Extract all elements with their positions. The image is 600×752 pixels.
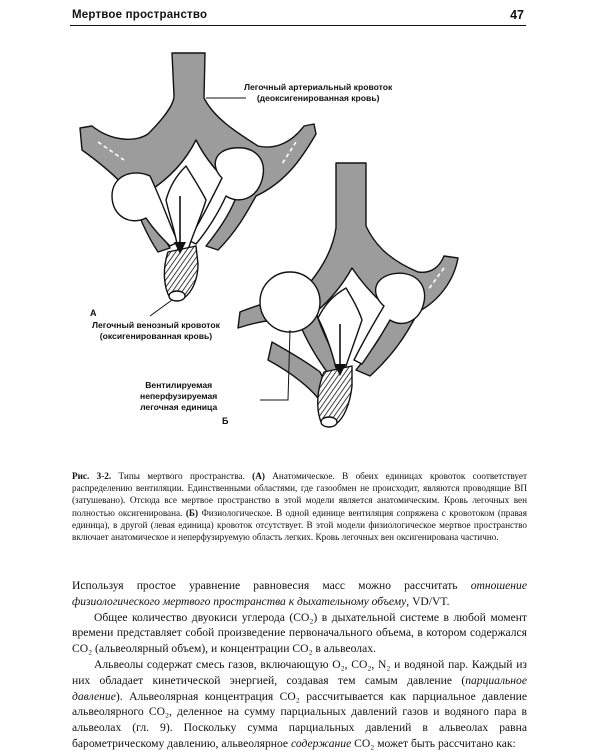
p3-text-c: CO₂ может быть рассчитано как: bbox=[351, 736, 516, 750]
running-title: Мертвое пространство bbox=[72, 9, 208, 21]
p1-italic: отношение физиологического мертвого пространства к дыхательному объему bbox=[72, 579, 527, 608]
panel-b-drawing bbox=[238, 163, 458, 427]
p1-text-a: Используя простое уравнение равновесия масс можно рассчитать bbox=[72, 579, 471, 592]
label-unit-line1: Вентилируемая bbox=[145, 380, 213, 390]
label-unit-line3: легочная единица bbox=[140, 402, 218, 412]
leader-venous bbox=[150, 300, 172, 316]
body-text bbox=[72, 578, 527, 752]
label-arterial-flow bbox=[244, 82, 392, 104]
panel-b-vein-lumen bbox=[321, 417, 337, 427]
figure-caption bbox=[72, 470, 527, 543]
panel-b-nonperfused-alveolus bbox=[260, 272, 320, 332]
panel-b-letter: Б bbox=[222, 416, 229, 426]
caption-a-mark: (А) bbox=[252, 471, 265, 481]
caption-text-3: Физиологическое. В одной единице вентиляция сопряжена с кровотоком (правая единица), в другой (левая единица) кровоток отсутствует. В этой модели физиологическое мертвое пространство включает анатомическое и неперфузируемую область легких. Кровь легочных вен оксигенирована частично. bbox=[72, 507, 527, 543]
label-arterial-line2: (деоксигенированная кровь) bbox=[256, 93, 380, 103]
p3-text-a: Альвеолы содержат смесь газов, включающую O₂, CO₂, N₂ и водяной пар. Каждый из них обладает кинетической энергией, создавая тем самым давление ( bbox=[72, 657, 527, 687]
paragraph-3 bbox=[72, 657, 527, 752]
panel-b-vein-trunk bbox=[318, 366, 352, 424]
p3-italic-2: содержание bbox=[290, 736, 352, 750]
p3-italic: парциальное давление bbox=[72, 673, 527, 703]
p3-text-b: ). Альвеолярная концентрация CO₂ рассчитывается как парциальное давление альвеолярного CO₂, деленное на сумму парциальных давлений газов и водяного пара в альвеолах (гл. 9). Поскольку сумма парциальных давлений в альвеолах равна барометрическому давлению, альвеолярное bbox=[72, 689, 527, 750]
p1-text-b: , VD/VT. bbox=[406, 594, 450, 608]
caption-lead: Рис. 3-2. bbox=[72, 471, 112, 481]
panel-a-letter: А bbox=[90, 308, 97, 318]
label-venous-line1: Легочный венозный кровоток bbox=[92, 320, 220, 330]
label-unit-line2: неперфузируемая bbox=[140, 391, 218, 401]
label-venous-flow bbox=[92, 320, 220, 342]
caption-text-1: Типы мертвого пространства. bbox=[111, 471, 253, 481]
paragraph-2: Общее количество двуокиси углерода (CO₂) в дыхательной системе в любой момент времени представляет собой произведение первоначального объема, в котором содержался CO₂ (альвеолярный объем), и концентрации CO₂ в альвеолах. bbox=[72, 610, 527, 656]
label-arterial-line1: Легочный артериальный кровоток bbox=[244, 82, 393, 92]
panel-a-vein-lumen bbox=[169, 291, 185, 301]
label-ventilated-unit bbox=[140, 380, 217, 413]
paragraph-1 bbox=[72, 578, 527, 610]
label-venous-line2: (оксигенированная кровь) bbox=[99, 331, 213, 341]
page-number: 47 bbox=[510, 8, 524, 22]
panel-a-vein bbox=[164, 246, 198, 298]
caption-text-2: Анатомическое. В обеих единицах кровоток соответствует распределению вентиляции. Единственными областями, где газообмен не происходит, являются проводящие ВП (затушевано). Отсюда все мертвое пространство в этой модели является анатомическим. Кровь легочных вен полностью оксигенирована. bbox=[72, 471, 527, 518]
caption-b-mark: (Б) bbox=[185, 507, 199, 518]
